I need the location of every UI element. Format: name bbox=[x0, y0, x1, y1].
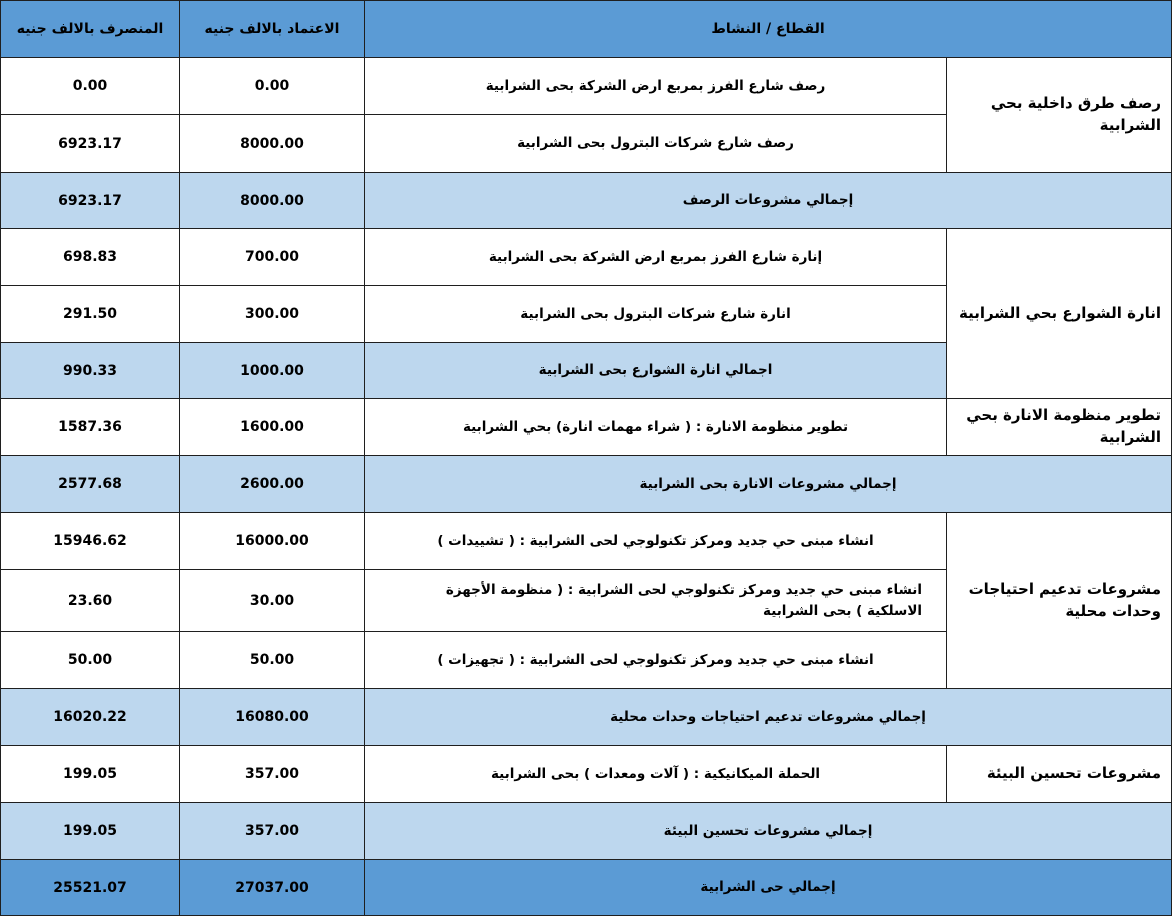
row-13-budget: 357.00 bbox=[179, 745, 365, 803]
row-4-spent: 698.83 bbox=[0, 228, 180, 286]
subtotal-paving-budget: 8000.00 bbox=[179, 172, 365, 229]
row-10-spent: 23.60 bbox=[0, 569, 180, 632]
section-paving: رصف طرق داخلية بحي الشرابية bbox=[946, 57, 1172, 173]
row-11-spent: 50.00 bbox=[0, 631, 180, 689]
subtotal-lighting-spent: 2577.68 bbox=[0, 455, 180, 513]
row-7-budget: 1600.00 bbox=[179, 398, 365, 456]
row-1-activity: رصف شارع الفرز بمربع ارض الشركة بحى الشرابية bbox=[364, 57, 947, 115]
subtotal-lighting-budget: 2600.00 bbox=[179, 455, 365, 513]
subtotal-paving-spent: 6923.17 bbox=[0, 172, 180, 229]
row-1-spent: 0.00 bbox=[0, 57, 180, 115]
row-7-spent: 1587.36 bbox=[0, 398, 180, 456]
row-2-activity: رصف شارع شركات البترول بحى الشرابية bbox=[364, 114, 947, 173]
row-6-budget: 1000.00 bbox=[179, 342, 365, 399]
row-2-budget: 8000.00 bbox=[179, 114, 365, 173]
row-5-budget: 300.00 bbox=[179, 285, 365, 343]
grand-total-budget: 27037.00 bbox=[179, 859, 365, 916]
subtotal-local-units-label: إجمالي مشروعات تدعيم احتياجات وحدات محلية bbox=[364, 688, 1172, 746]
row-10-budget: 30.00 bbox=[179, 569, 365, 632]
header-spent: المنصرف بالالف جنيه bbox=[0, 0, 180, 58]
row-9-budget: 16000.00 bbox=[179, 512, 365, 570]
row-2-spent: 6923.17 bbox=[0, 114, 180, 173]
subtotal-environment-spent: 199.05 bbox=[0, 802, 180, 860]
row-1-budget: 0.00 bbox=[179, 57, 365, 115]
section-lighting-system: تطوير منظومة الانارة بحي الشرابية bbox=[946, 398, 1172, 456]
row-7-activity: تطوير منظومة الانارة : ( شراء مهمات انارة) بحي الشرابية bbox=[364, 398, 947, 456]
row-9-spent: 15946.62 bbox=[0, 512, 180, 570]
section-local-units: مشروعات تدعيم احتياجات وحدات محلية bbox=[946, 512, 1172, 689]
row-5-activity: انارة شارع شركات البترول بحى الشرابية bbox=[364, 285, 947, 343]
row-13-spent: 199.05 bbox=[0, 745, 180, 803]
subtotal-local-units-budget: 16080.00 bbox=[179, 688, 365, 746]
section-environment: مشروعات تحسين البيئة bbox=[946, 745, 1172, 803]
row-6-activity: اجمالي انارة الشوارع بحى الشرابية bbox=[364, 342, 947, 399]
header-budget: الاعتماد بالالف جنيه bbox=[179, 0, 365, 58]
subtotal-environment-budget: 357.00 bbox=[179, 802, 365, 860]
row-11-budget: 50.00 bbox=[179, 631, 365, 689]
header-activity: القطاع / النشاط bbox=[364, 0, 1172, 58]
row-6-spent: 990.33 bbox=[0, 342, 180, 399]
subtotal-lighting-label: إجمالي مشروعات الانارة بحى الشرابية bbox=[364, 455, 1172, 513]
row-4-budget: 700.00 bbox=[179, 228, 365, 286]
grand-total-spent: 25521.07 bbox=[0, 859, 180, 916]
row-10-activity: انشاء مبنى حي جديد ومركز تكنولوجي لحى الشرابية : ( منظومة الأجهزة الاسلكية ) بحى الشرابية bbox=[364, 569, 947, 632]
row-11-activity: انشاء مبنى حي جديد ومركز تكنولوجي لحى الشرابية : ( تجهيزات ) bbox=[364, 631, 947, 689]
grand-total-label: إجمالي حى الشرابية bbox=[364, 859, 1172, 916]
subtotal-paving-label: إجمالي مشروعات الرصف bbox=[364, 172, 1172, 229]
row-5-spent: 291.50 bbox=[0, 285, 180, 343]
subtotal-local-units-spent: 16020.22 bbox=[0, 688, 180, 746]
row-9-activity: انشاء مبنى حي جديد ومركز تكنولوجي لحى الشرابية : ( تشييدات ) bbox=[364, 512, 947, 570]
section-lighting: انارة الشوارع بحي الشرابية bbox=[946, 228, 1172, 399]
subtotal-environment-label: إجمالي مشروعات تحسين البيئة bbox=[364, 802, 1172, 860]
row-4-activity: إنارة شارع الفرز بمربع ارض الشركة بحى الشرابية bbox=[364, 228, 947, 286]
row-13-activity: الحملة الميكانيكية : ( آلات ومعدات ) بحى الشرابية bbox=[364, 745, 947, 803]
